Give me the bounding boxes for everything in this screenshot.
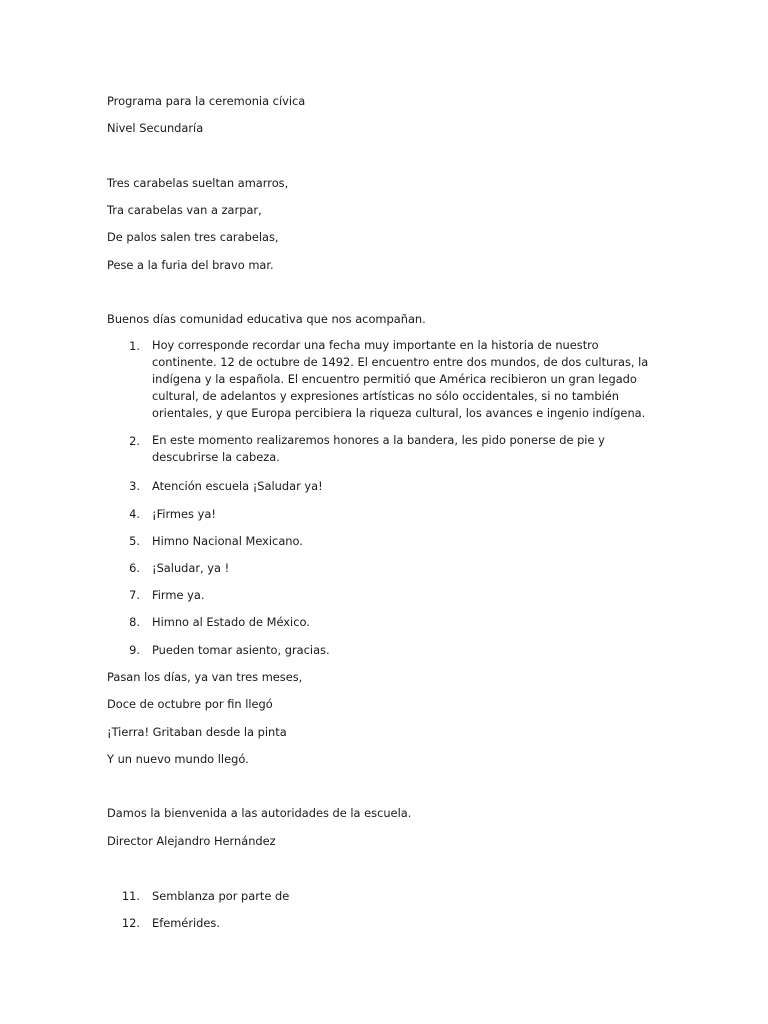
list-number: 4.: [129, 507, 140, 521]
poem-line: De palos salen tres carabelas,: [107, 230, 279, 244]
list-item-text: Hoy corresponde recordar una fecha muy importante en la historia de nuestro continente. 12 de octubre de 1492. El encuentro entre dos mundos, de dos culturas, la indígena y la española. El encuentro permitió que América recibieron un gran legado cultural, de adelantos y expresiones artísticas no sólo occidentales, si no también orientales, y que Europa percibiera la riqueza cultural, los avances e ingenio indígena.: [152, 338, 649, 420]
welcome-line: Damos la bienvenida a las autoridades de la escuela.: [107, 806, 412, 820]
list-item-text: Pueden tomar asiento, gracias.: [152, 643, 330, 657]
education-level: Nivel Secundaría: [107, 121, 204, 135]
list-item-text: Semblanza por parte de: [152, 889, 290, 903]
list-item-text: Himno al Estado de México.: [152, 615, 310, 629]
poem-line: Tres carabelas sueltan amarros,: [107, 176, 289, 190]
poem-line: Tra carabelas van a zarpar,: [107, 203, 262, 217]
list-number: 9.: [129, 643, 140, 657]
list-item-text: Atención escuela ¡Saludar ya!: [152, 479, 323, 493]
list-item-text: Himno Nacional Mexicano.: [152, 534, 303, 548]
list-number: 12.: [121, 916, 140, 930]
list-item-text: En este momento realizaremos honores a la bandera, les pido ponerse de pie y descubrirse la cabeza.: [152, 433, 605, 464]
greeting: Buenos días comunidad educativa que nos acompañan.: [107, 312, 426, 326]
list-number: 5.: [129, 534, 140, 548]
list-number: 1.: [129, 339, 140, 353]
list-item-text: ¡Saludar, ya !: [152, 561, 230, 575]
list-number: 2.: [129, 434, 140, 448]
poem-line: Y un nuevo mundo llegó.: [107, 752, 249, 766]
poem-line: Pasan los días, ya van tres meses,: [107, 670, 303, 684]
list-item-text: Efemérides.: [152, 916, 220, 930]
list-number: 6.: [129, 561, 140, 575]
list-number: 7.: [129, 588, 140, 602]
document-title: Programa para la ceremonia cívica: [107, 94, 306, 108]
poem-line: Doce de octubre por fin llegó: [107, 697, 273, 711]
poem-line: Pese a la furia del bravo mar.: [107, 258, 274, 272]
list-number: 8.: [129, 615, 140, 629]
poem-line: ¡Tierra! Gritaban desde la pinta: [107, 725, 287, 739]
list-item-text: Firme ya.: [152, 588, 205, 602]
list-number: 3.: [129, 479, 140, 493]
list-item-text: ¡Firmes ya!: [152, 507, 216, 521]
list-number: 11.: [121, 889, 140, 903]
director-line: Director Alejandro Hernández: [107, 834, 276, 848]
